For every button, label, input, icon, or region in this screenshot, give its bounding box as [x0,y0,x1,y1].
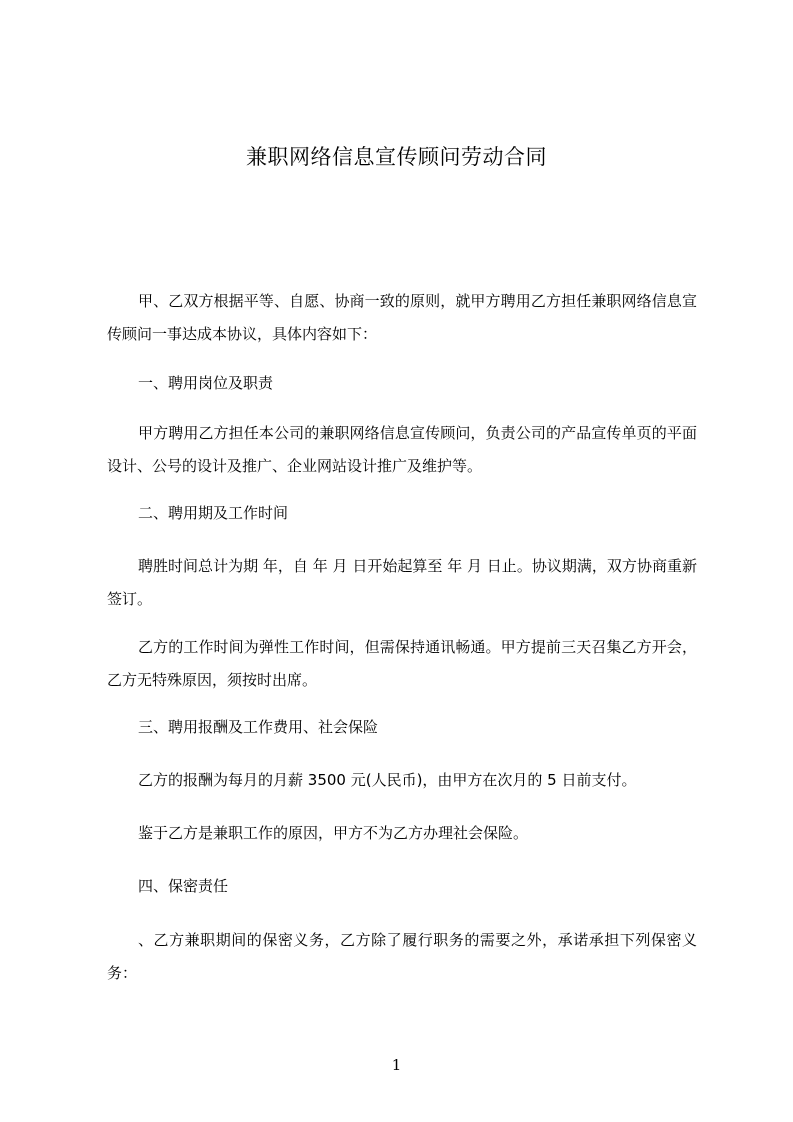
intro-paragraph: 甲、乙双方根据平等、自愿、协商一致的原则，就甲方聘用乙方担任兼职网络信息宣传顾问一事达成本协议，具体内容如下： [107,292,697,343]
section-2-paragraph-1: 聘胜时间总计为期 年，自 年 月 日开始起算至 年 月 日止。协议期满，双方协商重新签订。 [107,557,697,608]
section-3-heading: 三、聘用报酬及工作费用、社会保险 [138,718,379,736]
page-number: 1 [391,1056,402,1074]
section-2-heading: 二、聘用期及工作时间 [138,504,289,522]
document-title: 兼职网络信息宣传顾问劳动合同 [246,145,547,169]
section-3-paragraph-2: 鉴于乙方是兼职工作的原因，甲方不为乙方办理社会保险。 [138,824,529,842]
section-2-paragraph-2: 乙方的工作时间为弹性工作时间，但需保持通讯畅通。甲方提前三天召集乙方开会，乙方无特殊原因，须按时出席。 [107,638,697,689]
section-4-heading: 四、保密责任 [138,877,229,895]
section-3-paragraph-1: 乙方的报酬为每月的月薪 3500 元(人民币)，由甲方在次月的 5 日前支付。 [138,771,637,789]
section-1-heading: 一、聘用岗位及职责 [138,374,274,392]
section-1-paragraph: 甲方聘用乙方担任本公司的兼职网络信息宣传顾问，负责公司的产品宣传单页的平面设计、公号的设计及推广、企业网站设计推广及维护等。 [107,424,697,475]
section-4-paragraph-1: 、乙方兼职期间的保密义务，乙方除了履行职务的需要之外，承诺承担下列保密义务： [107,931,697,982]
